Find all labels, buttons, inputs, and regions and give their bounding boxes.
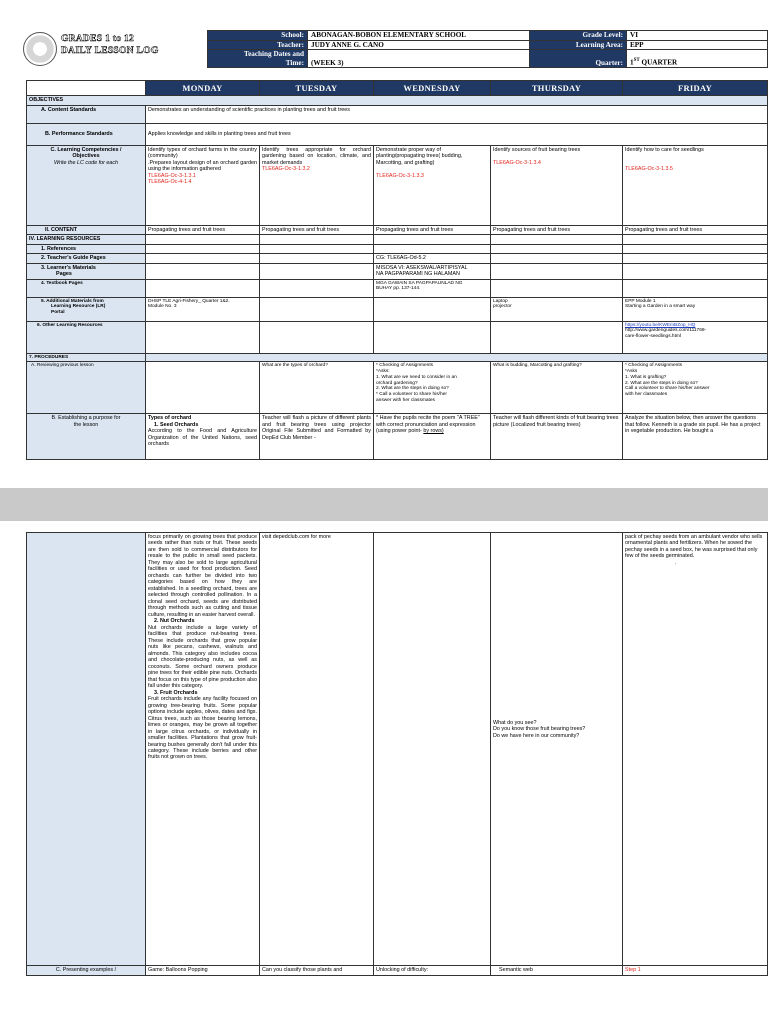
day-header-tuesday: TUESDAY <box>260 81 374 96</box>
review-wednesday: * Checking of Assignments *Asks: 1. What are we need to consider in an orchard gardening? 2. What are the steps in doing so? * Call a volunteer to share his/her answer with her classmates <box>374 362 491 414</box>
reviewing-lesson-label: A. Reviewing previous lesson <box>27 362 146 414</box>
header-info-table <box>207 30 768 68</box>
lesson-log-table-continued <box>26 532 768 976</box>
competency-friday: Identify how to care for seedlings TLE6AG-Oc-3-1.3.5 <box>623 145 768 225</box>
day-header-monday: MONDAY <box>146 81 260 96</box>
purpose-monday: Types of orchard 1. Seed Orchards According to the Food and Agriculture Organization of the United Nations, seed orchards <box>146 414 260 460</box>
purpose-monday-continued: focus primarily on growing trees that produce seeds rather than nuts or fruit. These seeds are then sold to commercial distributors for resale to the public in small seed packets. They may also be sold to large agricultural facilities or used for food production. Seed orchards can further be divided into two categories based on how they are established. In a seedling orchard, trees are selected through controlled pollination. In a clonal seed orchard, seeds are distributed through methods such as cutting and tissue culture, resulting in an easier harvest overall. 2. Nut Orchards Nut orchards include a large variety of facilities that produce nut-bearing trees. These include orchards that grow popular nuts like pecans, cashews, walnuts and almonds. This category also includes cocoa and chocolate-producing nuts, as well as coconuts. Some orchard owners produce pine trees for their edible pine nuts. Orchards that focus on this type of pine production also fall under this category. 3. Fruit Orchards Fruit orchards include any facility focused on growing tree-bearing fruits. Some popular options include apples, olives, dates and figs. Citrus trees, such as those bearing lemons, limes or oranges, may be grown all together in large citrus orchards, or individually in smaller facilities. Plantations that grow fruit-bearing bushes generally don't fall under this category. These include berries and other fruits not grown on trees. <box>146 533 260 966</box>
establishing-purpose-label: B. Establishing a purpose for the lesson <box>27 414 146 460</box>
performance-standards-label: B. Performance Standards <box>27 123 146 145</box>
content-monday: Propagating trees and fruit trees <box>146 225 260 234</box>
additional-materials-friday: EPP Module 1 Starting a Garden in a smart way <box>623 297 768 321</box>
review-thursday: What is budding, Marcotting and grafting? <box>491 362 623 414</box>
day-header-friday: FRIDAY <box>623 81 768 96</box>
youtube-link[interactable]: https://youtu.be/KWEmBZop_HQ <box>625 322 696 328</box>
purpose-tuesday-continued: visit depedclub.com for more <box>260 533 374 966</box>
presenting-examples-label: C. Presenting examples / <box>27 966 146 976</box>
teaching-dates-value: (WEEK 3) <box>308 50 530 68</box>
content-wednesday: Propagating trees and fruit trees <box>374 225 491 234</box>
content-tuesday: Propagating trees and fruit trees <box>260 225 374 234</box>
purpose-thursday-continued: What do you see? Do you know those fruit bearing trees? Do we have here in our community? <box>491 533 623 966</box>
quarter-label: Quarter: <box>530 50 627 68</box>
form-title-grades: GRADES 1 to 12 <box>61 34 135 44</box>
learning-area-label: Learning Area: <box>530 40 627 50</box>
presenting-monday: Game: Balloons Popping <box>146 966 260 976</box>
review-friday: * Checking of Assignments *Asks 1. What is grafting? 2. What are the steps in doing so? Call a volunteer to share his/her answer with her classmates <box>623 362 768 414</box>
learners-materials-wednesday: MISOSA VI: ASEKSWAL/ARTIPISYAL NA PAGPAPARAMI NG HALAMAN <box>374 263 491 279</box>
purpose-friday: Analyze the situation below, then answer the questions that follow. Kenneth is a grade six pupil. He has a project in vegetable production. He bought a <box>623 414 768 460</box>
lesson-log-page-2 <box>0 521 768 1024</box>
learning-resources-label: IV. LEARNING RESOURCES <box>27 235 146 244</box>
day-header-thursday: THURSDAY <box>491 81 623 96</box>
additional-materials-label: 5. Additional Materials from Learning Resource (LR) Portal <box>27 297 146 321</box>
grade-level-label: Grade Level: <box>530 31 627 41</box>
learning-competencies-label: C. Learning Competencies / Objectives Write the LC code for each <box>27 145 146 225</box>
deped-seal-logo <box>23 32 57 66</box>
teaching-dates-label: Teaching Dates and Time: <box>208 50 308 68</box>
lesson-log-table <box>26 80 768 460</box>
teacher-value: JUDY ANNE G. CANO <box>308 40 530 50</box>
additional-materials-monday: DHSP TLE Agri-Fishery_ Quarter 1&2. Module No. 3 <box>146 297 260 321</box>
presenting-thursday: Semantic web <box>491 966 623 976</box>
content-standards-label: A. Content Standards <box>27 105 146 123</box>
teacher-label: Teacher: <box>208 40 308 50</box>
performance-standards-text: Applies knowledge and skills in planting trees and fruit trees <box>146 123 768 145</box>
purpose-wednesday: * Have the pupils recite the poem "A TREE" with correct pronunciation and expression (using power point- by rows) <box>374 414 491 460</box>
textbook-pages-label: 4. Textbook Pages <box>27 279 146 297</box>
school-value: ABONAGAN-BOBON ELEMENTARY SCHOOL <box>308 31 530 41</box>
procedures-label: 7. PROCEDURES <box>27 353 146 362</box>
competency-wednesday: Demonstrate proper way of planting/propagating trees( budding, Marcotting, and grafting) TLE6AG-Oc-3-1.3.3 <box>374 145 491 225</box>
gardenguides-url: http://www.gardenguides.com/111768- <box>625 328 707 334</box>
content-friday: Propagating trees and fruit trees <box>623 225 768 234</box>
competency-monday: Identify types of orchard farms in the country (community) .Prepares layout design of an orchard garden using the information gathered TLE6AG-Oc-3-1.3.1 TLE6AG-Oc-4-1.4 <box>146 145 260 225</box>
quarter-value: 1ST QUARTER <box>627 50 768 68</box>
textbook-pages-wednesday: MGA GAWAIN SA PAGPAPAUNLAD NG BUHAY pp. 137-144. <box>374 279 491 297</box>
competency-thursday: Identify sources of fruit bearing trees TLE6AG-Oc-3-1.3.4 <box>491 145 623 225</box>
learners-materials-label: 3. Learner's Materials Pages <box>27 263 146 279</box>
day-header-wednesday: WEDNESDAY <box>374 81 491 96</box>
form-title-dll: DAILY LESSON LOG <box>61 46 159 56</box>
learning-area-value: EPP <box>627 40 768 50</box>
content-standards-text: Demonstrates an understanding of scientific practices in planting trees and fruit trees <box>146 105 768 123</box>
purpose-thursday: Teacher will flash different kinds of fruit bearing trees picture (Localized fruit bearing trees) <box>491 414 623 460</box>
other-resources-label: 6. Other Learning Resources <box>27 321 146 353</box>
lesson-log-page-1 <box>0 0 768 488</box>
teachers-guide-label: 2. Teacher's Guide Pages <box>27 254 146 263</box>
content-label: II. CONTENT <box>27 225 146 234</box>
presenting-friday: Step 1 <box>623 966 768 976</box>
school-label: School: <box>208 31 308 41</box>
references-label: 1. References <box>27 244 146 253</box>
review-tuesday: What are the types of orchard? <box>260 362 374 414</box>
purpose-tuesday: Teacher will flash a picture of different plants and fruit bearing trees using projector Original File Submitted and Formatted by DepEd Club Member - <box>260 414 374 460</box>
objectives-heading: OBJECTIVES <box>27 96 768 105</box>
purpose-friday-continued: pack of pechay seeds from an ambulant vendor who sells ornamental plants and fertilizers. When he sowed the pechay seeds in a seed box, he was surprised that only few of the seeds germinated. . <box>623 533 768 966</box>
grade-level-value: VI <box>627 31 768 41</box>
presenting-tuesday: Can you classify those plants and <box>260 966 374 976</box>
teachers-guide-wednesday: CG: TLE6AG-Od-5.2 <box>374 254 491 263</box>
other-resources-friday: https://youtu.be/KWEmBZop_HQ http://www.gardenguides.com/111768- care-flower-seedlings.html <box>623 321 768 353</box>
competency-tuesday: Identify trees appropriate for orchard gardening based on location, climate, and market demands TLE6AG-Oc-3-1.3.2 <box>260 145 374 225</box>
presenting-wednesday: Unlocking of difficulty: <box>374 966 491 976</box>
content-thursday: Propagating trees and fruit trees <box>491 225 623 234</box>
additional-materials-thursday: Laptop projector <box>491 297 623 321</box>
